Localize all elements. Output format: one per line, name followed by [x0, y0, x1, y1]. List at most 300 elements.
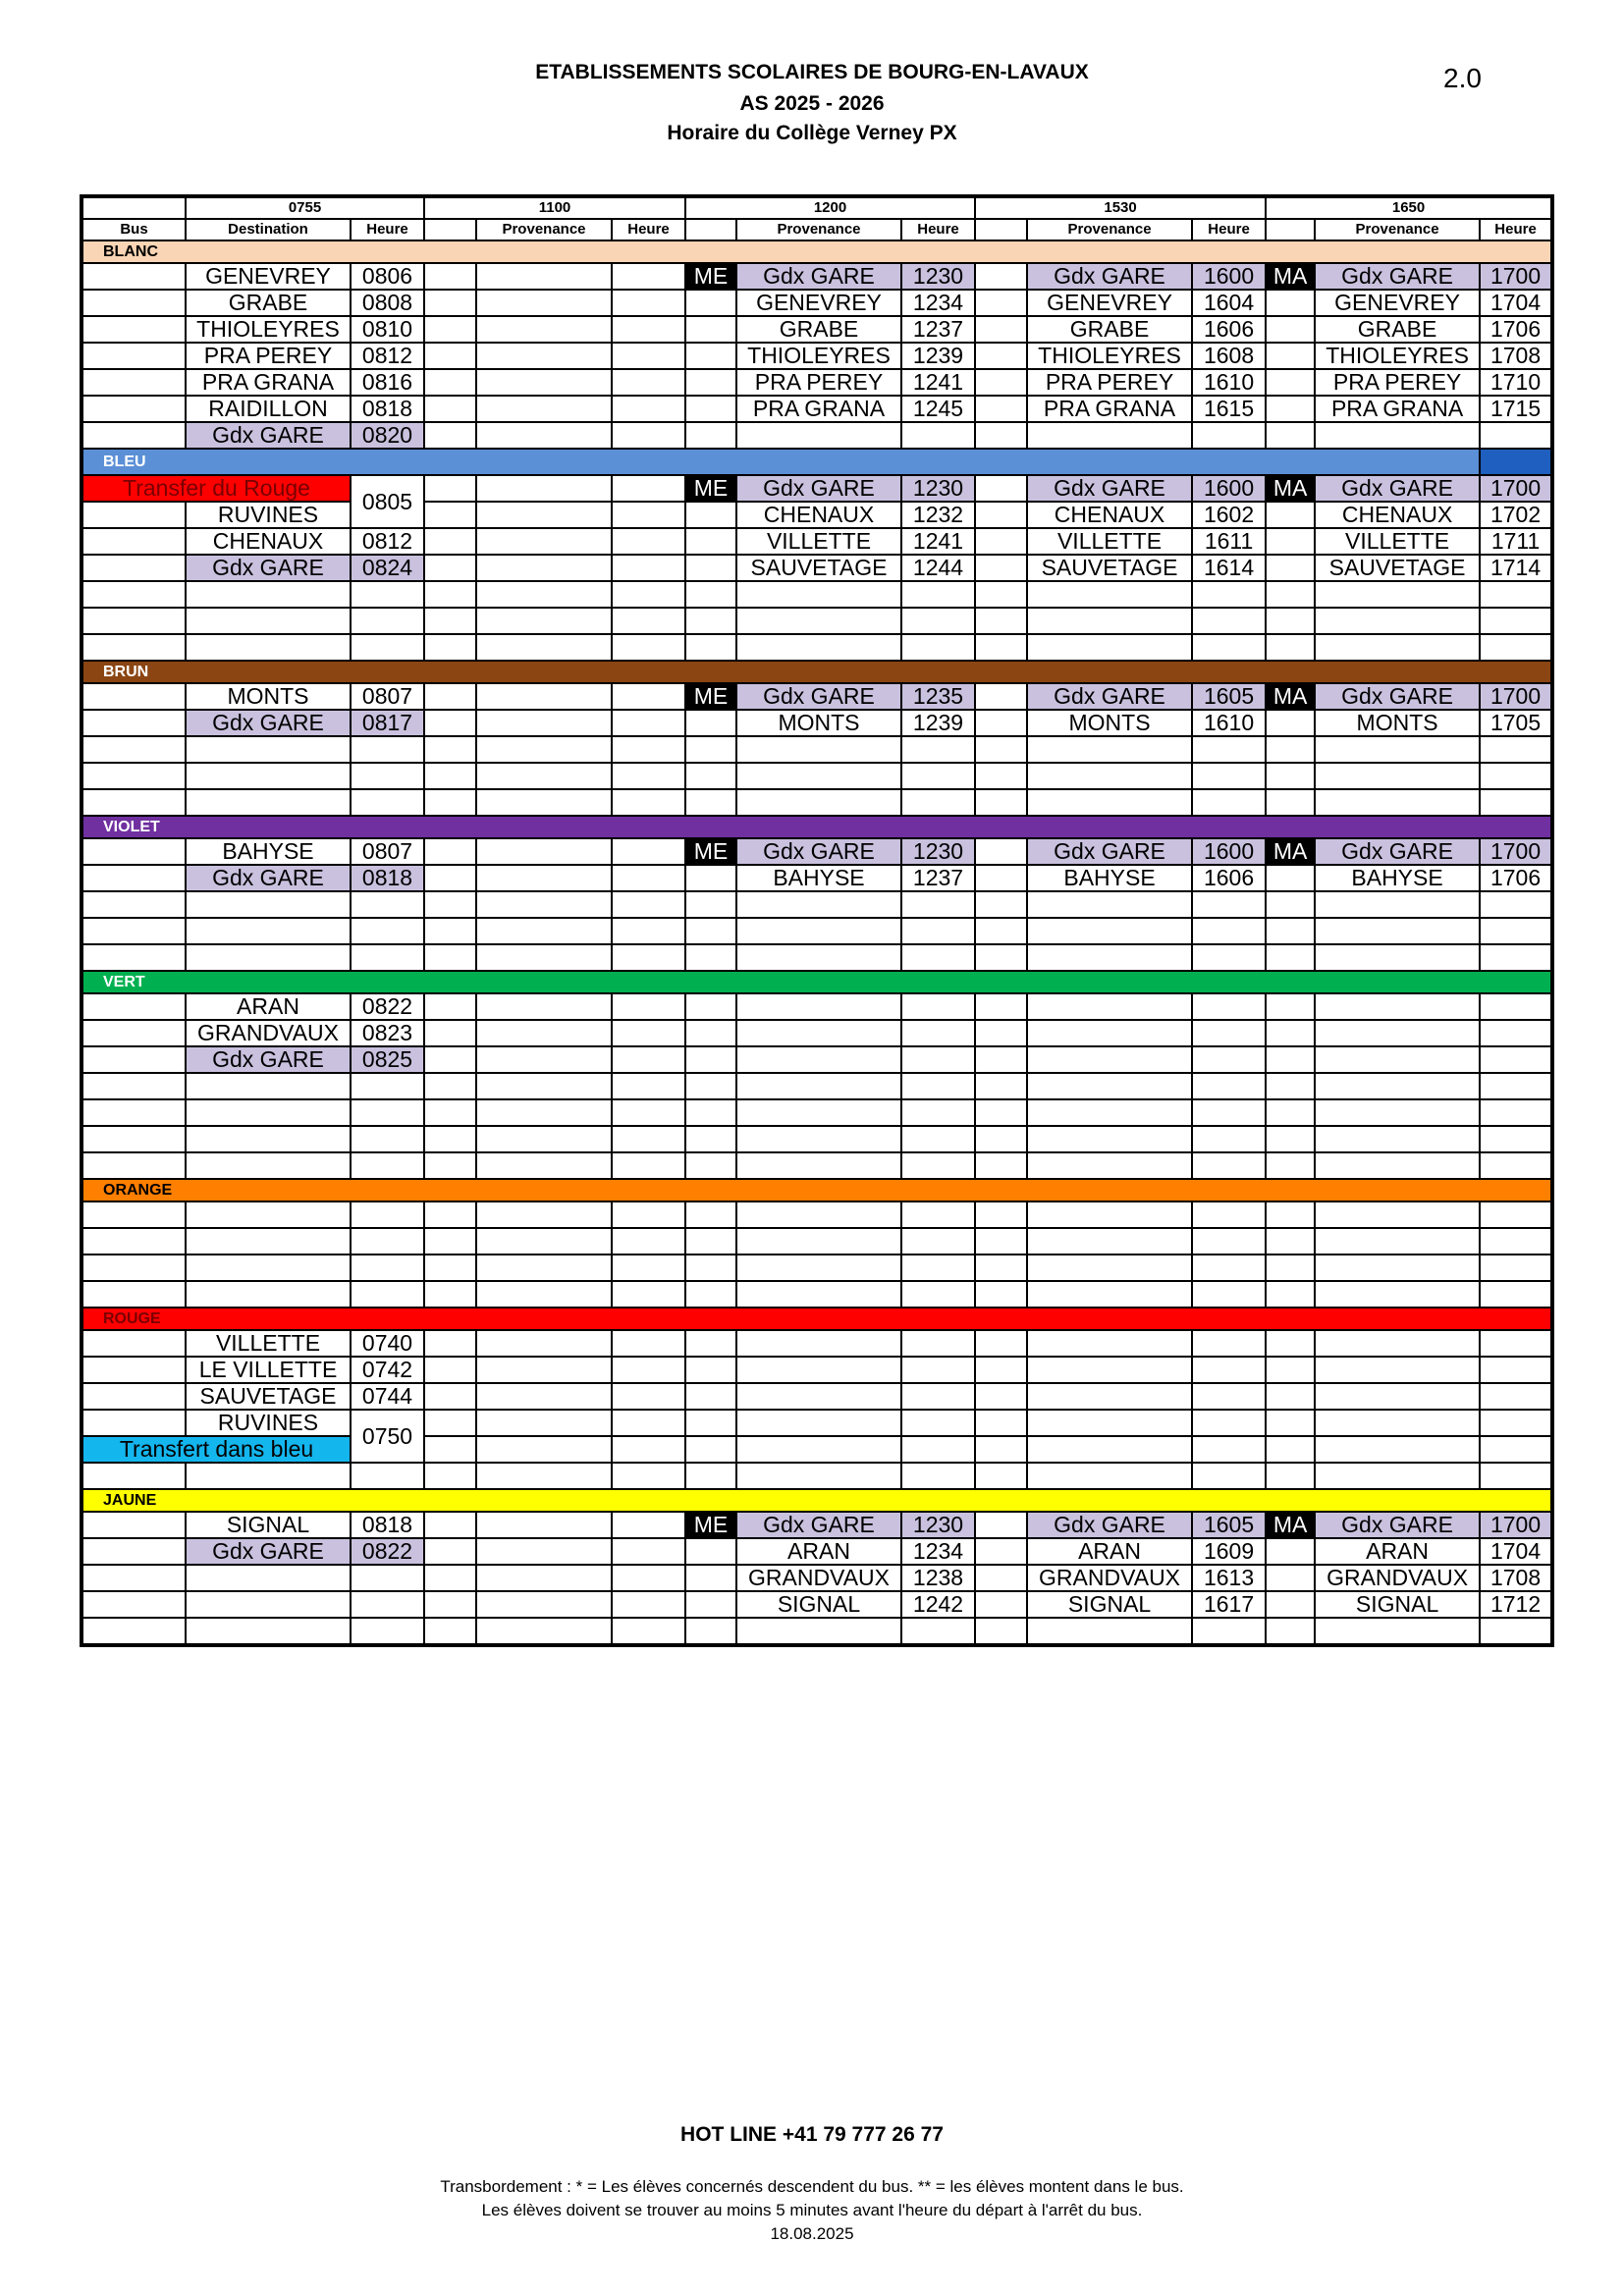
schedule-cell: SIGNAL	[1315, 1591, 1480, 1618]
schedule-cell: 1613	[1192, 1565, 1266, 1591]
schedule-cell: RUVINES	[186, 1410, 351, 1436]
schedule-row	[81, 608, 1552, 634]
schedule-cell	[1315, 918, 1480, 944]
schedule-cell	[476, 1330, 612, 1357]
schedule-cell: VILLETTE	[186, 1330, 351, 1357]
schedule-cell	[1027, 581, 1192, 608]
schedule-cell	[612, 1463, 685, 1489]
schedule-cell: 1704	[1480, 290, 1552, 316]
schedule-cell: 1712	[1480, 1591, 1552, 1618]
schedule-row	[81, 1099, 1552, 1126]
schedule-cell	[1192, 581, 1266, 608]
schedule-cell	[1266, 993, 1315, 1020]
schedule-cell	[186, 763, 351, 789]
schedule-row	[81, 1357, 1552, 1383]
schedule-cell	[1480, 918, 1552, 944]
schedule-cell	[612, 1201, 685, 1228]
schedule-cell	[1480, 1618, 1552, 1645]
schedule-cell	[612, 1330, 685, 1357]
schedule-cell	[81, 1046, 186, 1073]
schedule-cell: 1605	[1192, 683, 1266, 710]
schedule-cell	[81, 555, 186, 581]
schedule-cell	[685, 944, 736, 971]
transfer-note: Transbordement : * = Les élèves concernés descendent du bus. ** = les élèves montent dans le bus.	[440, 2177, 1184, 2196]
schedule-cell	[612, 263, 685, 290]
schedule-cell	[1266, 789, 1315, 816]
schedule-cell	[1266, 581, 1315, 608]
schedule-cell	[901, 634, 975, 661]
schedule-row	[81, 1383, 1552, 1410]
schedule-cell: GRANDVAUX	[1315, 1565, 1480, 1591]
schedule-row	[81, 993, 1552, 1020]
schedule-cell	[1027, 1201, 1192, 1228]
schedule-row	[81, 838, 1552, 865]
schedule-row	[81, 422, 1552, 449]
schedule-cell	[424, 763, 476, 789]
schedule-cell	[736, 1463, 901, 1489]
schedule-cell	[1480, 634, 1552, 661]
line-name-band: JAUNE	[81, 1489, 1552, 1512]
schedule-cell	[1315, 1201, 1480, 1228]
schedule-cell	[476, 1463, 612, 1489]
schedule-cell	[901, 422, 975, 449]
schedule-cell: 1238	[901, 1565, 975, 1591]
schedule-cell	[1027, 1255, 1192, 1281]
schedule-cell	[975, 865, 1027, 891]
line-name-band: ROUGE	[81, 1308, 1552, 1330]
schedule-row	[81, 1538, 1552, 1565]
schedule-cell	[736, 1255, 901, 1281]
schedule-cell	[424, 422, 476, 449]
schedule-cell	[424, 1255, 476, 1281]
schedule-cell: 1606	[1192, 316, 1266, 343]
schedule-cell	[1192, 1463, 1266, 1489]
schedule-cell	[351, 789, 424, 816]
schedule-cell	[1027, 891, 1192, 918]
schedule-cell	[612, 290, 685, 316]
schedule-cell	[612, 502, 685, 528]
schedule-cell	[476, 736, 612, 763]
column-label: Heure	[1480, 219, 1552, 240]
schedule-cell	[736, 1201, 901, 1228]
schedule-cell	[1480, 736, 1552, 763]
schedule-cell	[1027, 608, 1192, 634]
schedule-cell	[186, 789, 351, 816]
schedule-cell	[81, 263, 186, 290]
schedule-cell	[612, 1410, 685, 1436]
schedule-row	[81, 944, 1552, 971]
schedule-cell	[81, 369, 186, 396]
schedule-cell: 0820	[351, 422, 424, 449]
schedule-cell: VILLETTE	[1027, 528, 1192, 555]
schedule-cell	[424, 944, 476, 971]
schedule-row	[81, 1618, 1552, 1645]
schedule-cell	[975, 343, 1027, 369]
schedule-cell	[975, 1357, 1027, 1383]
schedule-cell	[612, 1152, 685, 1179]
schedule-cell	[351, 1228, 424, 1255]
schedule-cell: MONTS	[1027, 710, 1192, 736]
schedule-cell	[81, 1281, 186, 1308]
schedule-cell	[612, 343, 685, 369]
schedule-cell: 1234	[901, 1538, 975, 1565]
schedule-cell: 0817	[351, 710, 424, 736]
schedule-cell	[1266, 608, 1315, 634]
schedule-cell	[736, 1228, 901, 1255]
schedule-row	[81, 1126, 1552, 1152]
schedule-cell	[1266, 502, 1315, 528]
schedule-cell	[81, 1330, 186, 1357]
schedule-cell	[1266, 528, 1315, 555]
schedule-row	[81, 581, 1552, 608]
column-label: Heure	[351, 219, 424, 240]
schedule-cell	[1266, 1330, 1315, 1357]
schedule-cell: Gdx GARE	[736, 263, 901, 290]
column-label: Provenance	[1027, 219, 1192, 240]
schedule-cell	[901, 1357, 975, 1383]
schedule-cell	[1315, 1255, 1480, 1281]
schedule-cell	[685, 1073, 736, 1099]
schedule-row	[81, 290, 1552, 316]
schedule-cell	[736, 634, 901, 661]
schedule-cell	[476, 683, 612, 710]
schedule-cell	[975, 555, 1027, 581]
schedule-cell	[901, 1201, 975, 1228]
schedule-cell	[1027, 944, 1192, 971]
schedule-cell	[476, 316, 612, 343]
schedule-cell: GRANDVAUX	[1027, 1565, 1192, 1591]
schedule-cell	[1480, 993, 1552, 1020]
schedule-cell	[685, 1591, 736, 1618]
schedule-cell: PRA GRANA	[736, 396, 901, 422]
schedule-cell	[736, 918, 901, 944]
schedule-cell	[736, 1357, 901, 1383]
schedule-cell	[685, 1538, 736, 1565]
schedule-cell: 1705	[1480, 710, 1552, 736]
schedule-cell: BAHYSE	[736, 865, 901, 891]
schedule-cell: Gdx GARE	[1027, 475, 1192, 502]
schedule-cell	[975, 1046, 1027, 1073]
schedule-cell	[1192, 1255, 1266, 1281]
day-code: ME	[685, 838, 736, 865]
schedule-cell: 0808	[351, 290, 424, 316]
schedule-cell	[901, 1099, 975, 1126]
schedule-cell	[736, 1618, 901, 1645]
schedule-cell	[1480, 944, 1552, 971]
schedule-cell	[736, 1073, 901, 1099]
schedule-cell	[612, 993, 685, 1020]
schedule-cell	[1192, 634, 1266, 661]
schedule-cell: SAUVETAGE	[1315, 555, 1480, 581]
schedule-cell	[975, 918, 1027, 944]
schedule-cell	[612, 1073, 685, 1099]
schedule-cell	[81, 1152, 186, 1179]
schedule-cell: RAIDILLON	[186, 396, 351, 422]
schedule-cell	[1480, 608, 1552, 634]
day-code: MA	[1266, 263, 1315, 290]
schedule-cell	[1027, 1618, 1192, 1645]
schedule-cell: 0818	[351, 1512, 424, 1538]
schedule-cell	[476, 1591, 612, 1618]
schedule-cell: 1706	[1480, 316, 1552, 343]
schedule-cell	[424, 475, 476, 502]
schedule-cell	[685, 369, 736, 396]
schedule-cell	[1192, 944, 1266, 971]
schedule-cell	[685, 1618, 736, 1645]
schedule-cell	[1027, 1357, 1192, 1383]
schedule-cell	[1192, 1201, 1266, 1228]
schedule-cell	[424, 316, 476, 343]
schedule-cell	[186, 1618, 351, 1645]
schedule-cell	[81, 1099, 186, 1126]
schedule-cell	[612, 316, 685, 343]
schedule-cell	[476, 993, 612, 1020]
transfer-label: Transfer du Rouge	[81, 475, 351, 502]
schedule-cell: PRA GRANA	[1027, 396, 1192, 422]
schedule-cell: 1710	[1480, 369, 1552, 396]
column-label: Heure	[901, 219, 975, 240]
schedule-cell	[351, 891, 424, 918]
schedule-cell	[975, 1020, 1027, 1046]
schedule-cell	[476, 944, 612, 971]
schedule-cell: 1609	[1192, 1538, 1266, 1565]
schedule-cell	[1192, 1152, 1266, 1179]
schedule-cell	[186, 1126, 351, 1152]
schedule-cell	[612, 422, 685, 449]
schedule-cell	[1027, 1046, 1192, 1073]
schedule-row	[81, 683, 1552, 710]
schedule-row	[81, 528, 1552, 555]
schedule-cell	[736, 581, 901, 608]
schedule-cell	[476, 1383, 612, 1410]
schedule-cell	[351, 1591, 424, 1618]
schedule-cell	[975, 502, 1027, 528]
schedule-cell	[424, 502, 476, 528]
schedule-cell	[685, 1201, 736, 1228]
schedule-cell	[476, 422, 612, 449]
schedule-cell	[424, 1538, 476, 1565]
schedule-cell	[1315, 1228, 1480, 1255]
schedule-cell	[81, 1565, 186, 1591]
schedule-cell	[476, 343, 612, 369]
schedule-cell	[1266, 1152, 1315, 1179]
schedule-cell	[1192, 1618, 1266, 1645]
day-code: MA	[1266, 683, 1315, 710]
schedule-cell	[1266, 1228, 1315, 1255]
schedule-cell	[1266, 422, 1315, 449]
schedule-cell	[1266, 1099, 1315, 1126]
schedule-cell	[1192, 1046, 1266, 1073]
schedule-cell	[81, 1228, 186, 1255]
schedule-cell	[1315, 1020, 1480, 1046]
schedule-cell: Gdx GARE	[186, 865, 351, 891]
schedule-row	[81, 1228, 1552, 1255]
schedule-cell	[685, 1046, 736, 1073]
day-code: MA	[1266, 838, 1315, 865]
column-label: Bus	[81, 219, 186, 240]
schedule-cell	[685, 1383, 736, 1410]
schedule-cell: CHENAUX	[736, 502, 901, 528]
schedule-cell: PRA PEREY	[1027, 369, 1192, 396]
schedule-cell	[1480, 581, 1552, 608]
schedule-row	[81, 865, 1552, 891]
label-blank-cell	[424, 219, 476, 240]
schedule-cell: BAHYSE	[186, 838, 351, 865]
schedule-cell: THIOLEYRES	[736, 343, 901, 369]
schedule-cell	[424, 736, 476, 763]
schedule-cell	[975, 789, 1027, 816]
schedule-cell	[424, 789, 476, 816]
schedule-cell	[81, 528, 186, 555]
schedule-cell	[424, 1357, 476, 1383]
schedule-cell: 1605	[1192, 1512, 1266, 1538]
schedule-cell: 1600	[1192, 475, 1266, 502]
schedule-cell	[685, 608, 736, 634]
schedule-cell: VILLETTE	[1315, 528, 1480, 555]
schedule-cell: 1232	[901, 502, 975, 528]
schedule-cell	[476, 369, 612, 396]
schedule-cell	[736, 789, 901, 816]
schedule-cell: 1700	[1480, 683, 1552, 710]
schedule-cell	[612, 1512, 685, 1538]
schedule-cell: 1700	[1480, 475, 1552, 502]
schedule-cell	[612, 1255, 685, 1281]
schedule-cell	[351, 1255, 424, 1281]
schedule-cell	[424, 1099, 476, 1126]
schedule-row	[81, 736, 1552, 763]
schedule-cell	[1192, 763, 1266, 789]
schedule-cell	[1315, 1126, 1480, 1152]
schedule-cell	[424, 1330, 476, 1357]
version-number: 2.0	[1443, 63, 1482, 93]
schedule-cell	[476, 290, 612, 316]
schedule-cell	[612, 1020, 685, 1046]
schedule-cell: PRA PEREY	[736, 369, 901, 396]
schedule-cell	[476, 528, 612, 555]
schedule-cell: GRABE	[186, 290, 351, 316]
schedule-cell	[186, 918, 351, 944]
schedule-cell	[736, 944, 901, 971]
schedule-cell: Gdx GARE	[1027, 1512, 1192, 1538]
schedule-cell	[1266, 1618, 1315, 1645]
schedule-cell	[685, 1126, 736, 1152]
schedule-cell	[81, 1463, 186, 1489]
schedule-cell	[424, 683, 476, 710]
column-label: Provenance	[476, 219, 612, 240]
schedule-cell: 1708	[1480, 1565, 1552, 1591]
schedule-row	[81, 789, 1552, 816]
schedule-cell	[1266, 1436, 1315, 1463]
schedule-cell: GRABE	[736, 316, 901, 343]
schedule-cell: Gdx GARE	[186, 1046, 351, 1073]
schedule-cell	[975, 1073, 1027, 1099]
schedule-cell	[1266, 1565, 1315, 1591]
schedule-row	[81, 1255, 1552, 1281]
schedule-row	[81, 1436, 1552, 1463]
schedule-cell	[736, 1436, 901, 1463]
schedule-cell	[1192, 1330, 1266, 1357]
schedule-cell: 1237	[901, 316, 975, 343]
schedule-cell	[1192, 1357, 1266, 1383]
schedule-cell	[1480, 763, 1552, 789]
schedule-cell: 1230	[901, 263, 975, 290]
schedule-cell	[736, 1330, 901, 1357]
schedule-cell	[612, 918, 685, 944]
schedule-cell	[1027, 918, 1192, 944]
schedule-cell	[81, 1538, 186, 1565]
schedule-cell: PRA GRANA	[1315, 396, 1480, 422]
schedule-cell: SAUVETAGE	[1027, 555, 1192, 581]
line-band-row	[81, 240, 1552, 263]
schedule-cell	[1266, 1073, 1315, 1099]
schedule-cell: 1230	[901, 475, 975, 502]
schedule-cell	[975, 1281, 1027, 1308]
schedule-cell	[186, 634, 351, 661]
schedule-cell: PRA GRANA	[186, 369, 351, 396]
schedule-cell: Gdx GARE	[1027, 683, 1192, 710]
schedule-cell	[975, 1255, 1027, 1281]
schedule-cell	[351, 736, 424, 763]
schedule-row	[81, 1073, 1552, 1099]
schedule-row	[81, 343, 1552, 369]
label-blank-cell	[685, 219, 736, 240]
schedule-cell	[351, 944, 424, 971]
schedule-cell: 1704	[1480, 1538, 1552, 1565]
schedule-cell	[351, 1099, 424, 1126]
schedule-cell: MONTS	[736, 710, 901, 736]
schedule-cell	[685, 710, 736, 736]
schedule-cell: GENEVREY	[736, 290, 901, 316]
schedule-cell	[424, 1152, 476, 1179]
schedule-cell	[476, 1436, 612, 1463]
schedule-cell	[685, 865, 736, 891]
schedule-cell: 0823	[351, 1020, 424, 1046]
schedule-cell	[424, 1126, 476, 1152]
schedule-cell	[1192, 1281, 1266, 1308]
schedule-cell: 1610	[1192, 710, 1266, 736]
schedule-cell: Gdx GARE	[186, 555, 351, 581]
schedule-cell: 1230	[901, 838, 975, 865]
schedule-cell	[81, 763, 186, 789]
schedule-cell: 1604	[1192, 290, 1266, 316]
schedule-cell	[1480, 1463, 1552, 1489]
schedule-cell	[1315, 1357, 1480, 1383]
schedule-cell	[81, 1126, 186, 1152]
schedule-cell: ARAN	[1027, 1538, 1192, 1565]
schedule-cell	[81, 290, 186, 316]
schedule-row	[81, 891, 1552, 918]
schedule-row	[81, 1512, 1552, 1538]
schedule-cell	[1266, 1126, 1315, 1152]
schedule-row	[81, 1330, 1552, 1357]
line-band-row	[81, 661, 1552, 683]
schedule-cell	[424, 1565, 476, 1591]
schedule-cell	[685, 502, 736, 528]
schedule-cell: 0744	[351, 1383, 424, 1410]
schedule-cell	[476, 838, 612, 865]
schedule-cell	[476, 789, 612, 816]
schedule-cell	[901, 1255, 975, 1281]
line-name-band: BLANC	[81, 240, 1552, 263]
schedule-row	[81, 316, 1552, 343]
schedule-cell	[476, 581, 612, 608]
schedule-cell	[186, 1565, 351, 1591]
schedule-row	[81, 1591, 1552, 1618]
schedule-cell	[975, 1099, 1027, 1126]
schedule-cell	[186, 736, 351, 763]
schedule-cell	[1266, 369, 1315, 396]
schedule-row	[81, 1201, 1552, 1228]
